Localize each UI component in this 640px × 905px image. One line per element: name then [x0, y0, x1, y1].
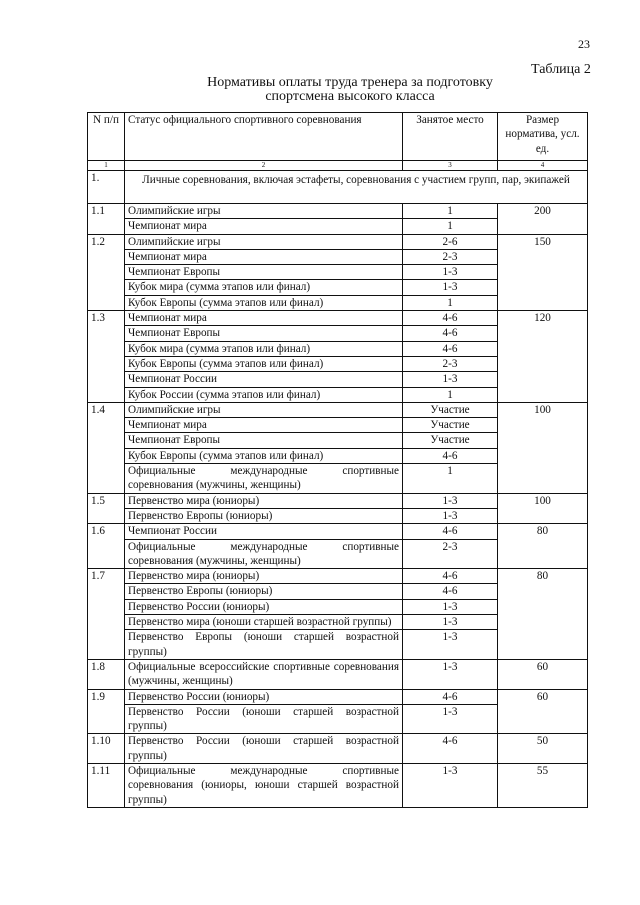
place-taken: 1-3 — [403, 630, 498, 660]
competition-status: Официальные международные спортивные соревнования (юниоры, юноши старшей возрастной группы) — [125, 763, 403, 807]
norm-value: 50 — [498, 734, 588, 764]
place-taken: 4-6 — [403, 341, 498, 356]
header-size: Размер норматива, усл. ед. — [498, 113, 588, 161]
table-row — [88, 234, 588, 249]
competition-status: Первенство мира (юниоры) — [125, 569, 403, 584]
competition-status: Первенство Европы (юноши старшей возрастной группы) — [125, 630, 403, 660]
place-taken: 1-3 — [403, 493, 498, 508]
place-taken: 4-6 — [403, 326, 498, 341]
section-num: 1. — [88, 171, 125, 204]
row-number: 1.5 — [88, 493, 125, 524]
row-number: 1.10 — [88, 734, 125, 764]
competition-status: Первенство России (юноши старшей возрастной группы) — [125, 704, 403, 734]
place-taken: 1 — [403, 219, 498, 234]
table-row — [88, 734, 588, 764]
norm-value: 150 — [498, 234, 588, 310]
row-number: 1.6 — [88, 524, 125, 569]
norm-value: 200 — [498, 204, 588, 235]
column-number: 3 — [403, 161, 498, 171]
document-title — [120, 76, 580, 104]
row-number: 1.11 — [88, 763, 125, 807]
place-taken: 4-6 — [403, 448, 498, 463]
competition-status: Официальные международные спортивные соревнования (мужчины, женщины) — [125, 539, 403, 569]
competition-status: Кубок Европы (сумма этапов или финал) — [125, 295, 403, 310]
competition-status: Кубок Европы (сумма этапов или финал) — [125, 356, 403, 371]
place-taken: 2-6 — [403, 234, 498, 249]
table-row — [88, 659, 588, 689]
place-taken: 1-3 — [403, 615, 498, 630]
section-text: Личные соревнования, включая эстафеты, соревнования с участием групп, пар, экипажей — [125, 171, 588, 204]
norm-value: 80 — [498, 524, 588, 569]
place-taken: Участие — [403, 433, 498, 448]
competition-status: Кубок России (сумма этапов или финал) — [125, 387, 403, 402]
place-taken: 1-3 — [403, 659, 498, 689]
competition-status: Кубок мира (сумма этапов или финал) — [125, 341, 403, 356]
place-taken: 1 — [403, 387, 498, 402]
section-row — [88, 171, 588, 204]
competition-status: Официальные всероссийские спортивные соревнования (мужчины, женщины) — [125, 659, 403, 689]
header-place: Занятое место — [403, 113, 498, 161]
place-taken: 2-3 — [403, 249, 498, 264]
table-row — [88, 763, 588, 807]
table-label: Таблица 2 — [531, 62, 591, 77]
place-taken: 4-6 — [403, 524, 498, 539]
competition-status: Официальные международные спортивные соревнования (мужчины, женщины) — [125, 464, 403, 494]
row-number: 1.7 — [88, 569, 125, 660]
row-number: 1.1 — [88, 204, 125, 235]
norm-value: 120 — [498, 311, 588, 403]
table-row — [88, 493, 588, 508]
competition-status: Чемпионат Европы — [125, 326, 403, 341]
place-taken: Участие — [403, 418, 498, 433]
column-number: 2 — [125, 161, 403, 171]
competition-status: Олимпийские игры — [125, 402, 403, 417]
competition-status: Чемпионат мира — [125, 311, 403, 326]
table-row — [88, 204, 588, 219]
place-taken: Участие — [403, 402, 498, 417]
place-taken: 4-6 — [403, 734, 498, 764]
column-number: 4 — [498, 161, 588, 171]
table-row — [88, 569, 588, 584]
competition-status: Олимпийские игры — [125, 204, 403, 219]
place-taken: 4-6 — [403, 584, 498, 599]
competition-status: Чемпионат мира — [125, 418, 403, 433]
competition-status: Кубок Европы (сумма этапов или финал) — [125, 448, 403, 463]
place-taken: 4-6 — [403, 689, 498, 704]
column-number: 1 — [88, 161, 125, 171]
competition-status: Первенство Европы (юниоры) — [125, 508, 403, 523]
competition-status: Кубок мира (сумма этапов или финал) — [125, 280, 403, 295]
competition-status: Первенство России (юниоры) — [125, 599, 403, 614]
place-taken: 1-3 — [403, 265, 498, 280]
place-taken: 1-3 — [403, 508, 498, 523]
norm-value: 60 — [498, 659, 588, 689]
header-num: N п/п — [88, 113, 125, 161]
norm-value: 100 — [498, 402, 588, 493]
header-status: Статус официального спортивного соревнования — [125, 113, 403, 161]
place-taken: 1-3 — [403, 704, 498, 734]
competition-status: Первенство России (юниоры) — [125, 689, 403, 704]
competition-status: Чемпионат Европы — [125, 265, 403, 280]
competition-status: Первенство мира (юноши старшей возрастной группы) — [125, 615, 403, 630]
norm-value: 55 — [498, 763, 588, 807]
table-row — [88, 311, 588, 326]
place-taken: 1-3 — [403, 280, 498, 295]
competition-status: Чемпионат России — [125, 372, 403, 387]
row-number: 1.3 — [88, 311, 125, 403]
competition-status: Чемпионат мира — [125, 219, 403, 234]
competition-status: Чемпионат мира — [125, 249, 403, 264]
competition-status: Чемпионат России — [125, 524, 403, 539]
table-body — [88, 171, 588, 808]
row-number: 1.9 — [88, 689, 125, 734]
place-taken: 2-3 — [403, 539, 498, 569]
header-row — [88, 113, 588, 161]
norm-value: 80 — [498, 569, 588, 660]
row-number: 1.8 — [88, 659, 125, 689]
row-number: 1.2 — [88, 234, 125, 310]
norm-value: 60 — [498, 689, 588, 734]
title-line: спортсмена высокого класса — [265, 89, 435, 104]
column-numbers-row — [88, 161, 588, 171]
place-taken: 1 — [403, 204, 498, 219]
competition-status: Олимпийские игры — [125, 234, 403, 249]
table-row — [88, 402, 588, 417]
place-taken: 4-6 — [403, 311, 498, 326]
place-taken: 1 — [403, 464, 498, 494]
place-taken: 1-3 — [403, 372, 498, 387]
place-taken: 1-3 — [403, 763, 498, 807]
place-taken: 1-3 — [403, 599, 498, 614]
competition-status: Первенство мира (юниоры) — [125, 493, 403, 508]
table-row — [88, 689, 588, 704]
norms-table — [87, 112, 588, 808]
competition-status: Первенство России (юноши старшей возрастной группы) — [125, 734, 403, 764]
row-number: 1.4 — [88, 402, 125, 493]
page-number: 23 — [578, 37, 590, 51]
place-taken: 1 — [403, 295, 498, 310]
norm-value: 100 — [498, 493, 588, 524]
table-row — [88, 524, 588, 539]
place-taken: 4-6 — [403, 569, 498, 584]
competition-status: Чемпионат Европы — [125, 433, 403, 448]
place-taken: 2-3 — [403, 356, 498, 371]
title-line: Нормативы оплаты труда тренера за подготовку — [207, 75, 493, 90]
competition-status: Первенство Европы (юниоры) — [125, 584, 403, 599]
